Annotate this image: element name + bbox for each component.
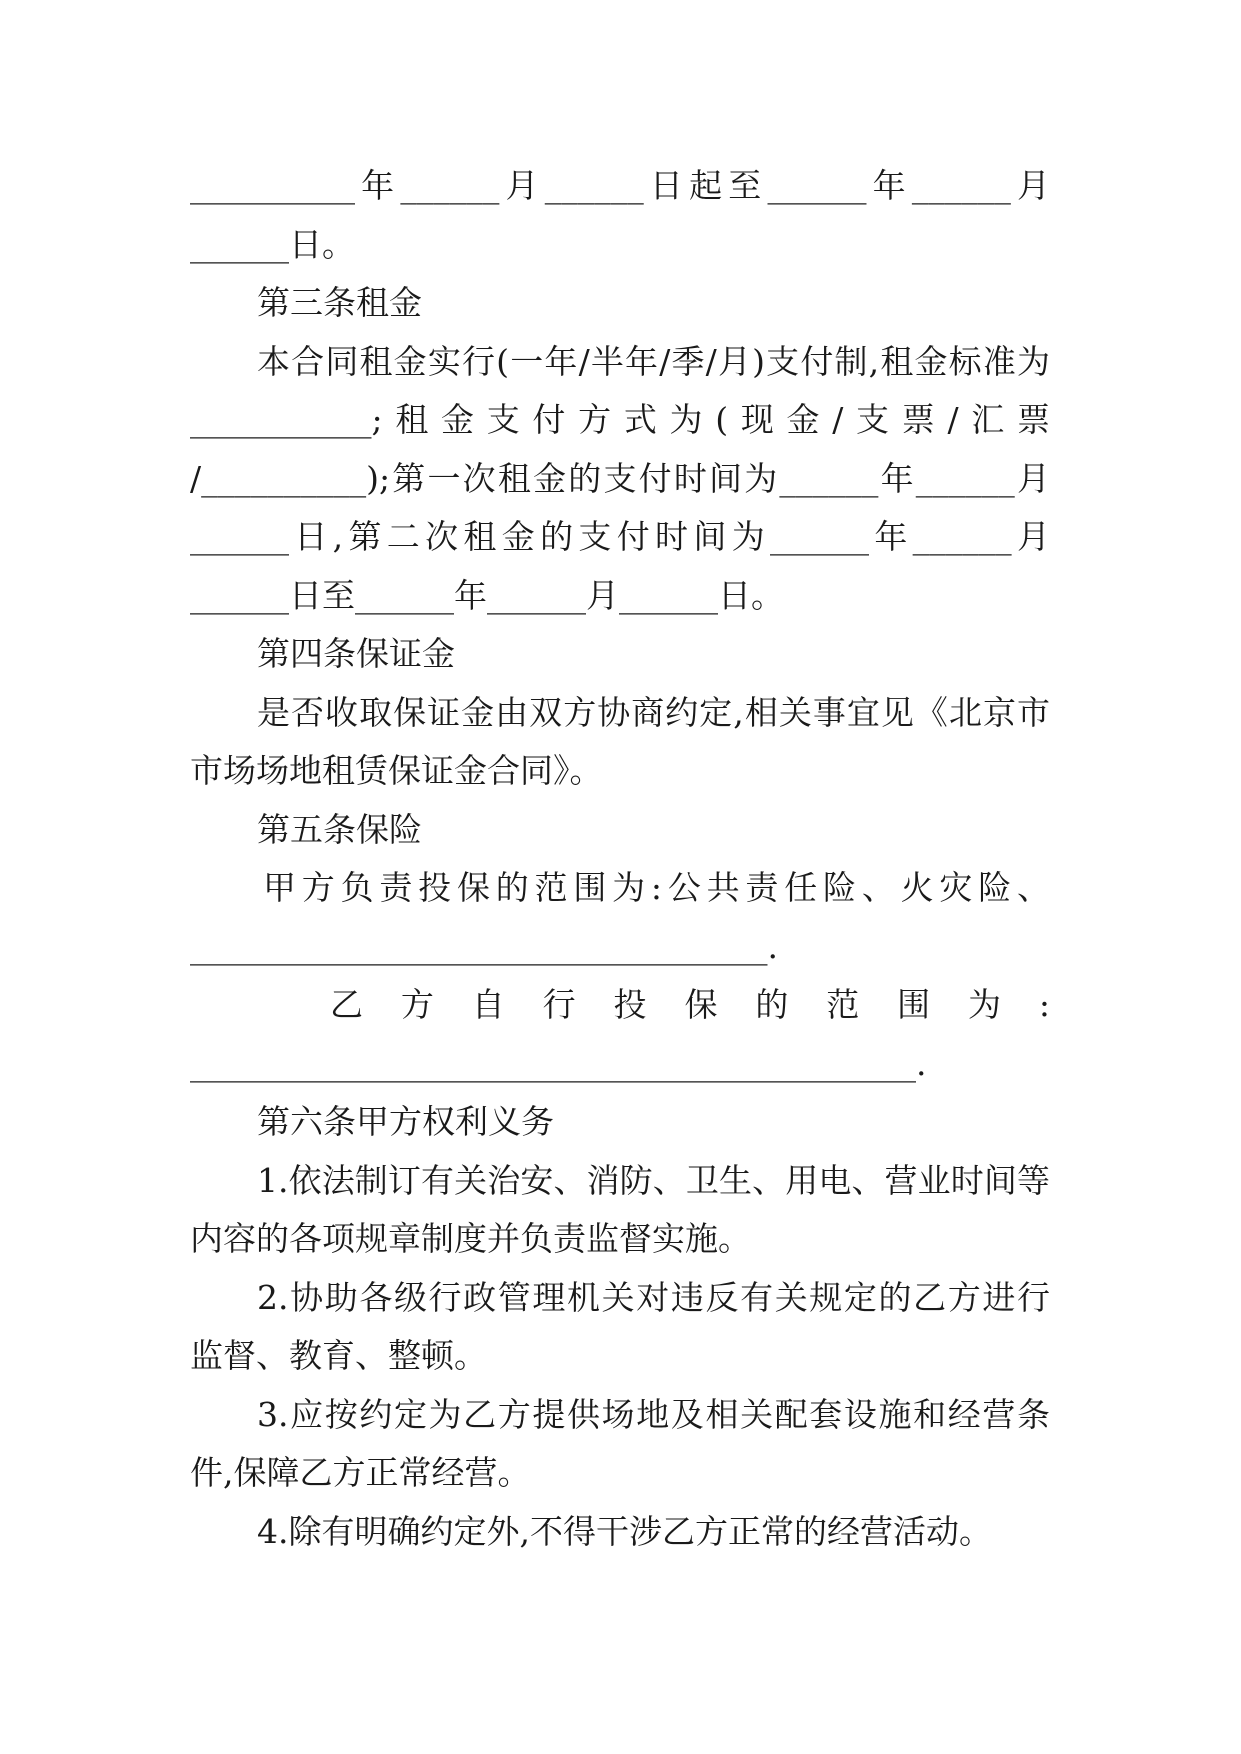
text-line-insurance-party-a-blank: ___________________________________. — [190, 927, 778, 966]
heading-article-4-deposit: 第四条保证金 — [257, 634, 455, 673]
text-line-duty-2b: 监督、教育、整顿。 — [190, 1336, 487, 1375]
text-line-rent-3: /__________);第一次租金的支付时间为______年______月 — [190, 459, 1050, 498]
text-line-rent-2: ___________;租金支付方式为(现金/支票/汇票 — [190, 400, 1050, 439]
text-line-insurance-party-b: 乙方自行投保的范围为: — [330, 985, 1050, 1024]
text-line-duty-1b: 内容的各项规章制度并负责监督实施。 — [190, 1219, 751, 1258]
text-line-date-end: ______日。 — [190, 225, 355, 264]
text-line-date-range: __________年______月______日起至______年______月 — [190, 166, 1050, 205]
text-line-duty-2a: 2.协助各级行政管理机关对违反有关规定的乙方进行 — [257, 1278, 1050, 1317]
text-line-insurance-party-a: 甲方负责投保的范围为:公共责任险、火灾险、 — [263, 868, 1050, 907]
heading-article-6-party-a-rights: 第六条甲方权利义务 — [257, 1102, 554, 1141]
text-line-duty-1a: 1.依法制订有关治安、消防、卫生、用电、营业时间等 — [257, 1161, 1050, 1200]
text-line-duty-3b: 件,保障乙方正常经营。 — [190, 1453, 531, 1492]
heading-article-3-rent: 第三条租金 — [257, 283, 422, 322]
text-line-rent-1: 本合同租金实行(一年/半年/季/月)支付制,租金标准为 — [257, 342, 1050, 381]
heading-article-5-insurance: 第五条保险 — [257, 810, 422, 849]
text-line-insurance-party-b-blank: ____________________________________________. — [190, 1044, 927, 1083]
text-line-duty-3a: 3.应按约定为乙方提供场地及相关配套设施和经营条 — [257, 1395, 1050, 1434]
text-line-rent-5: ______日至______年______月______日。 — [190, 576, 784, 615]
text-line-rent-4: ______日,第二次租金的支付时间为______年______月 — [190, 517, 1050, 556]
text-line-duty-4: 4.除有明确约定外,不得干涉乙方正常的经营活动。 — [257, 1512, 992, 1551]
text-line-deposit-1: 是否收取保证金由双方协商约定,相关事宜见《北京市 — [257, 693, 1050, 732]
text-line-deposit-2: 市场场地租赁保证金合同》。 — [190, 751, 603, 790]
